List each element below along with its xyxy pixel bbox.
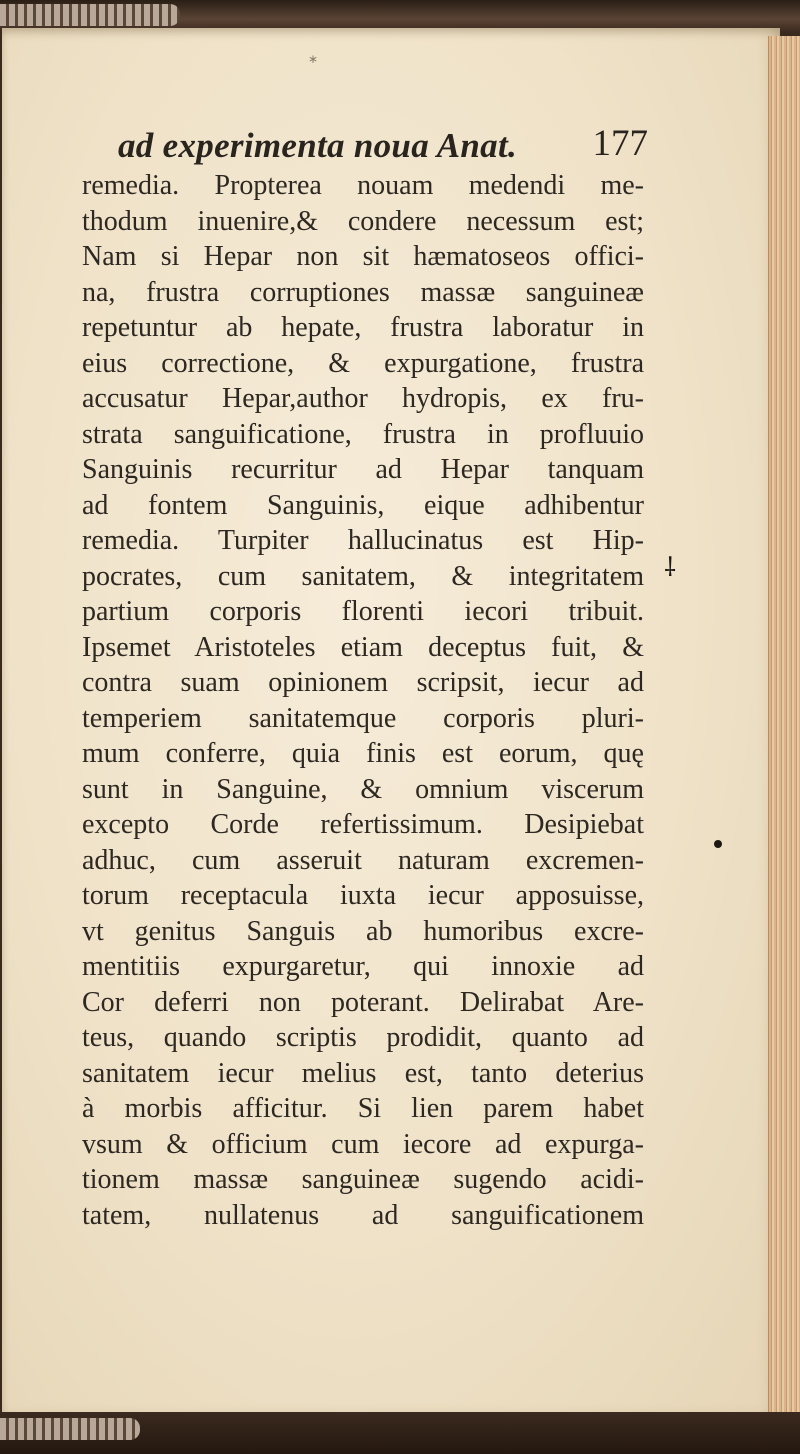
text-line: pocrates, cum sanitatem, & integritatem bbox=[82, 560, 644, 592]
margin-annotation-mark: ⸸ bbox=[664, 553, 677, 583]
text-line: partium corporis florenti iecori tribuit. bbox=[82, 596, 644, 627]
text-line: Nam si Hepar non sit hæmatoseos offici- bbox=[82, 241, 644, 272]
bottom-binding-edge bbox=[0, 1412, 800, 1454]
text-line: na, frustra corruptiones massæ sanguineæ bbox=[82, 276, 644, 308]
text-line: thodum inuenire,& condere necessum est; bbox=[82, 205, 644, 237]
text-line: Cor deferri non poterant. Delirabat Are- bbox=[82, 986, 644, 1018]
text-line: strata sanguificatione, frustra in profluuio bbox=[82, 418, 644, 450]
text-line: tatem, nullatenus ad sanguificationem bbox=[82, 1199, 644, 1231]
body-text bbox=[82, 168, 644, 1233]
binding-tabs-bottom bbox=[0, 1418, 140, 1440]
page-number: 177 bbox=[592, 123, 648, 164]
text-line: adhuc, cum asseruit naturam excremen- bbox=[82, 844, 644, 876]
text-line: remedia. Propterea nouam medendi me- bbox=[82, 170, 644, 201]
text-line: sanitatem iecur melius est, tanto deterius bbox=[82, 1057, 644, 1089]
running-head: ad experimenta noua Anat. bbox=[118, 126, 518, 165]
text-line: temperiem sanitatemque corporis pluri- bbox=[82, 702, 644, 734]
text-line: eius correctione, & expurgatione, frustra bbox=[82, 347, 644, 379]
text-line: mum conferre, quia finis est eorum, quę bbox=[82, 738, 644, 769]
text-line: repetuntur ab hepate, frustra laboratur in bbox=[82, 312, 644, 343]
text-line: accusatur Hepar,author hydropis, ex fru- bbox=[82, 383, 644, 414]
text-line: torum receptacula iuxta iecur apposuisse, bbox=[82, 880, 644, 911]
margin-ink-dot bbox=[714, 840, 722, 848]
text-line: teus, quando scriptis prodidit, quanto ad bbox=[82, 1022, 644, 1053]
text-line: excepto Corde refertissimum. Desipiebat bbox=[82, 809, 644, 840]
text-line: contra suam opinionem scripsit, iecur ad bbox=[82, 667, 644, 698]
text-line: vt genitus Sanguis ab humoribus excre- bbox=[82, 915, 644, 947]
text-line: mentitiis expurgaretur, qui innoxie ad bbox=[82, 951, 644, 982]
text-line: Sanguinis recurritur ad Hepar tanquam bbox=[82, 454, 644, 485]
text-line: à morbis afficitur. Si lien parem habet bbox=[82, 1093, 644, 1124]
text-line: remedia. Turpiter hallucinatus est Hip- bbox=[82, 525, 644, 556]
ink-smudge: ∗ bbox=[308, 52, 319, 66]
text-line: Ipsemet Aristoteles etiam deceptus fuit, & bbox=[82, 631, 644, 663]
text-line: sunt in Sanguine, & omnium viscerum bbox=[82, 773, 644, 805]
text-line: ad fontem Sanguinis, eique adhibentur bbox=[82, 489, 644, 521]
text-line: vsum & officium cum iecore ad expurga- bbox=[82, 1128, 644, 1160]
page-fore-edge bbox=[768, 36, 800, 1416]
binding-tabs bbox=[0, 4, 180, 26]
text-line: tionem massæ sanguineæ sugendo acidi- bbox=[82, 1164, 644, 1195]
